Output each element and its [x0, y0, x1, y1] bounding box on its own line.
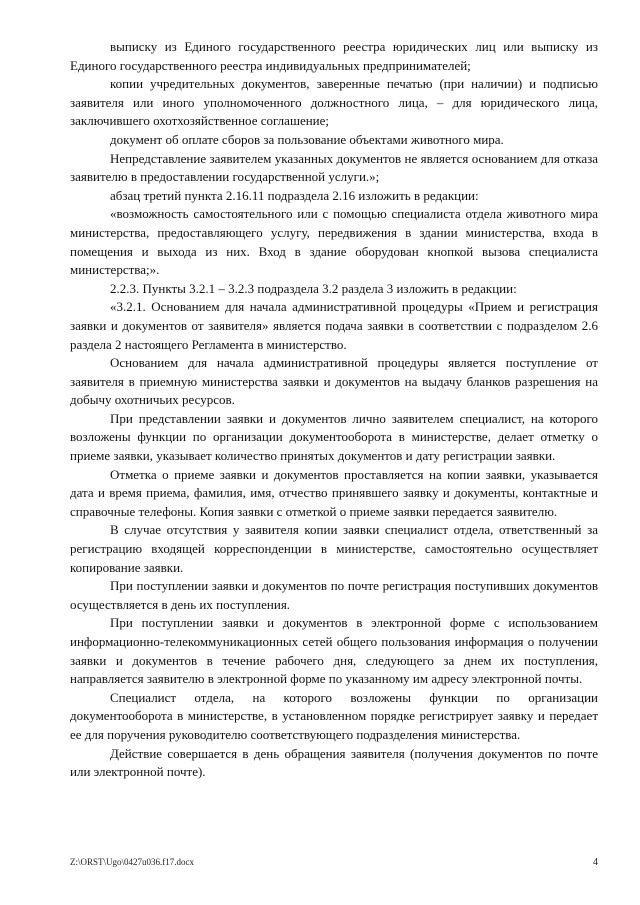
paragraph: Специалист отдела, на которого возложены функции по организации документооборота в министерстве, в установленном порядке регистрирует заявку и передает ее для поручения руководителю соответствующего подразделения министерства. [70, 689, 598, 742]
paragraph: выписку из Единого государственного реестра юридических лиц или выписку из Единого государственного реестра индивидуальных предпринимателей; [70, 39, 598, 73]
paragraph: Отметка о приеме заявки и документов проставляется на копии заявки, указывается дата и время приема, фамилия, имя, отчество принявшего заявку и документы, контактные и справочные телефоны. Копия заявки с отметкой о приеме заявки передается заявителю. [70, 466, 598, 519]
file-path: Z:\ORST\Ugo\0427u036.f17.docx [70, 857, 194, 867]
paragraph: «3.2.1. Основанием для начала административной процедуры «Прием и регистрация заявки и документов от заявителя» является подача заявки в соответствии с подразделом 2.6 раздела 2 настоящего Регламента в министерство. [70, 299, 598, 352]
page-number: 4 [593, 857, 598, 868]
paragraph: абзац третий пункта 2.16.11 подраздела 2.16 изложить в редакции: [110, 187, 479, 203]
paragraph: При представлении заявки и документов лично заявителем специалист, на которого возложены функции по организации документооборота в министерстве, делает отметку о приеме заявки, указывает количество принятых документов и дату регистрации заявки. [70, 410, 598, 464]
paragraph: Действие совершается в день обращения заявителя (получения документов по почте или электронной почте). [70, 745, 598, 780]
paragraph: Непредставление заявителем указанных документов не является основанием для отказа заявителю в предоставлении государственной услуги.»; [70, 150, 598, 185]
paragraph: При поступлении заявки и документов в электронной форме с использованием информационно-телекоммуникационных сетей общего пользования информация о получении заявки и документов в течение рабочего дня, следующего за днем их поступления, направляется заявителю в электронной форме по указанному им адресу электронной почты. [70, 615, 598, 687]
paragraph: Основанием для начала административной процедуры является поступление от заявителя в приемную министерства заявки и документов на выдачу бланков разрешения на добычу охотничьих ресурсов. [70, 355, 598, 408]
paragraph: В случае отсутствия у заявителя копии заявки специалист отдела, ответственный за регистрацию входящей корреспонденции в министерстве, самостоятельно осуществляет копирование заявки. [70, 522, 598, 575]
paragraph: 2.2.3. Пункты 3.2.1 – 3.2.3 подраздела 3.2 раздела 3 изложить в редакции: [110, 280, 517, 296]
paragraph: документ об оплате сборов за пользование объектами животного мира. [110, 131, 504, 147]
paragraph: копии учредительных документов, заверенные печатью (при наличии) и подписью заявителя или иного уполномоченного должностного лица, – для юридического лица, заключившего охотхозяйственное соглашение; [70, 76, 598, 129]
document-body [70, 38, 598, 782]
paragraph: «возможность самостоятельного или с помощью специалиста отдела животного мира министерства, предоставляющего услугу, передвижения в здании министерства, входа в помещения и выхода из них. Вход в здание оборудован кнопкой вызова специалиста министерства;». [70, 206, 598, 278]
paragraph: При поступлении заявки и документов по почте регистрация поступивших документов осуществляется в день их поступления. [70, 578, 598, 612]
